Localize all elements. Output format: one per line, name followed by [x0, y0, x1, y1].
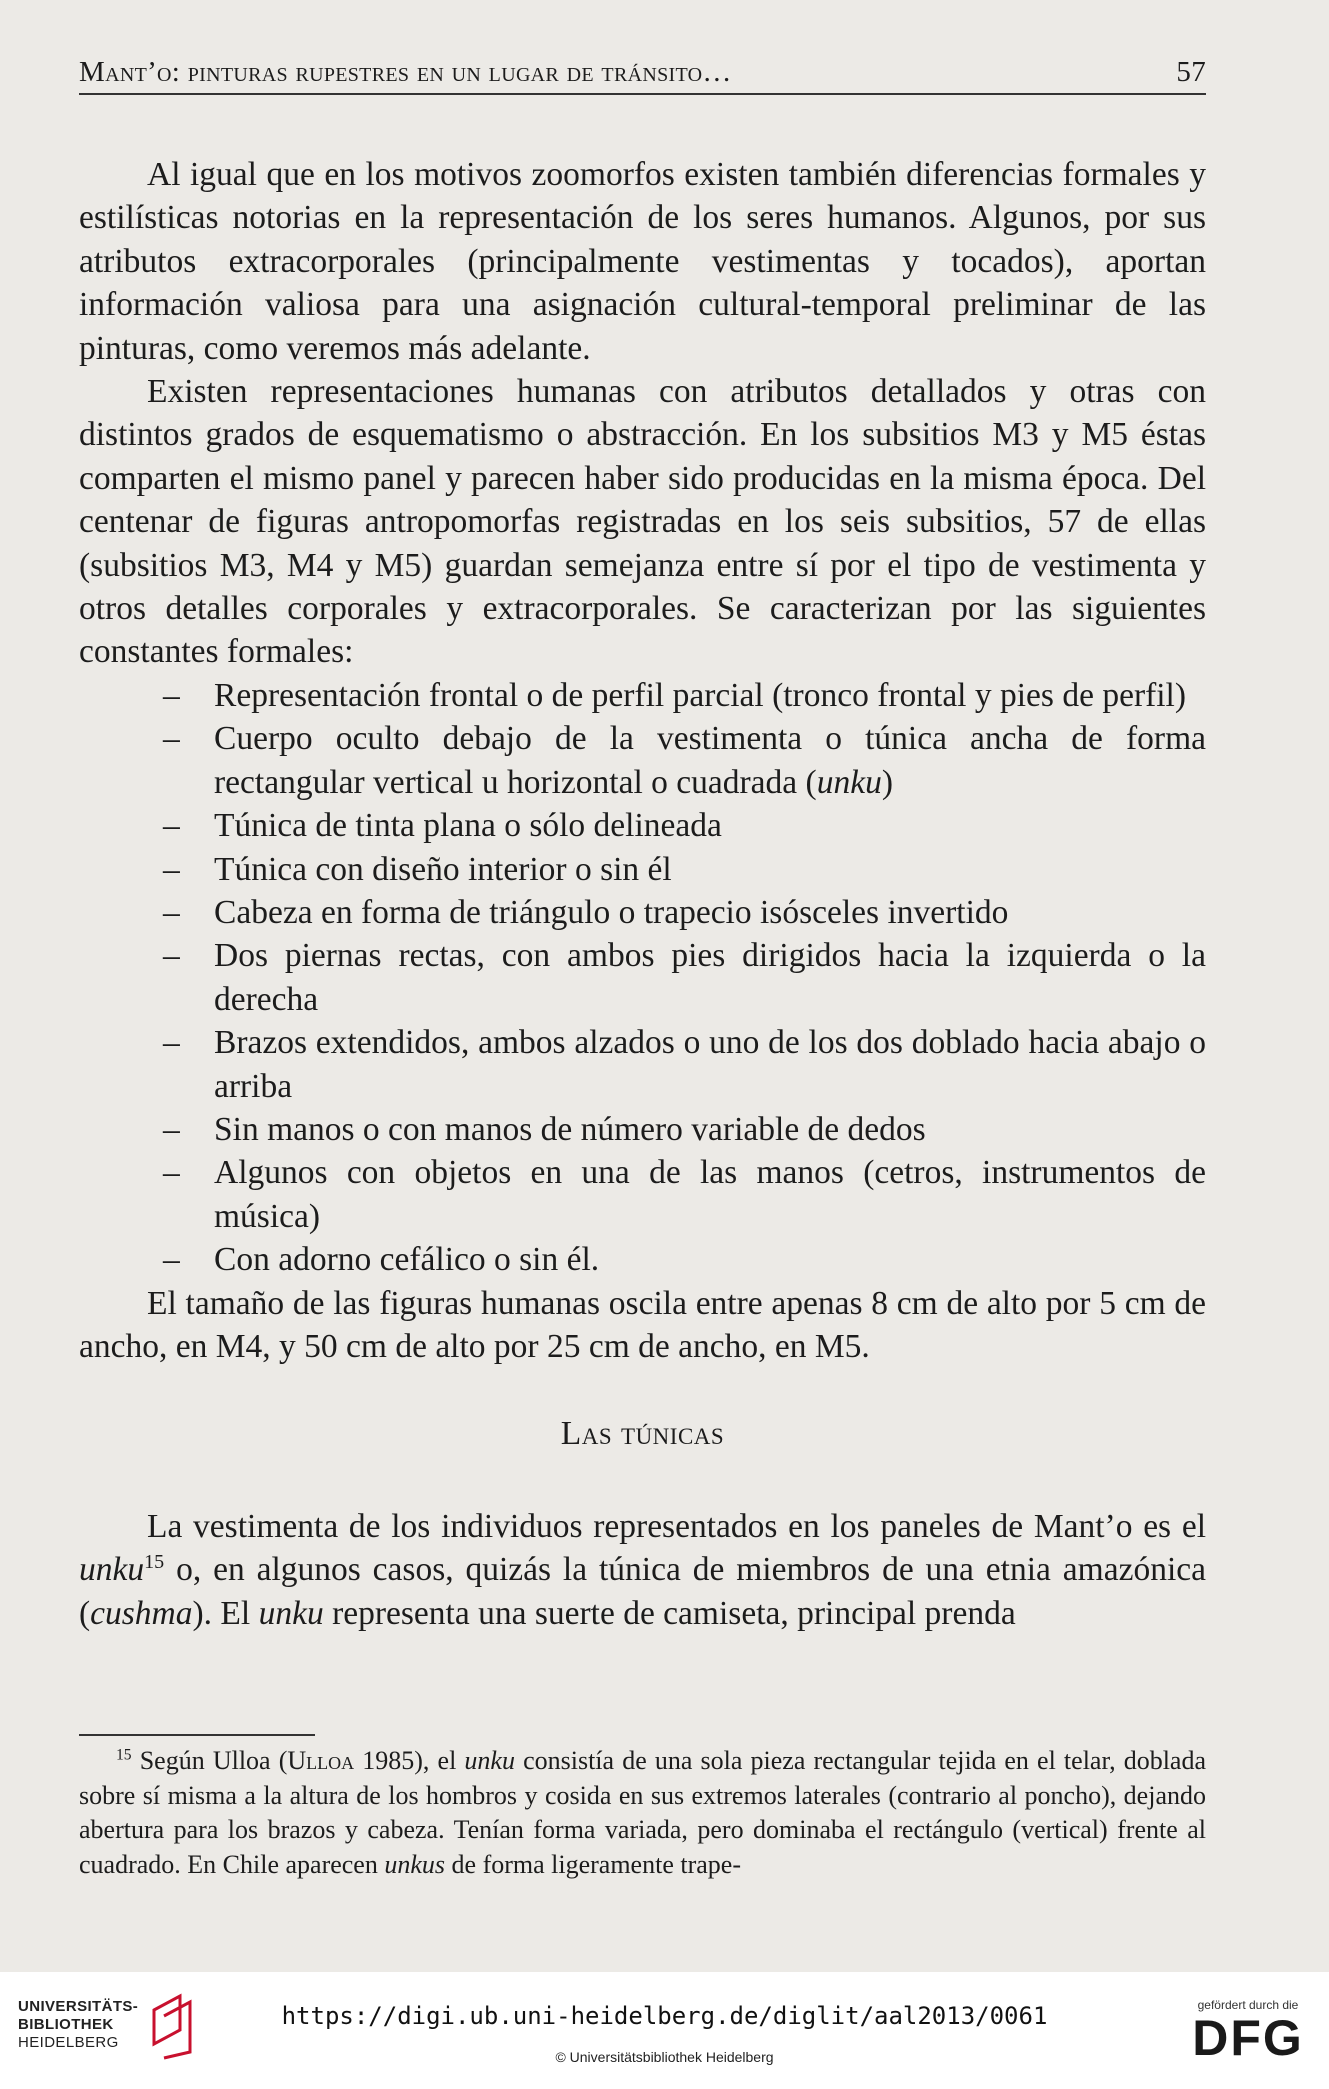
list-item: – Túnica de tinta plana o sólo delineada	[163, 807, 722, 845]
footnote-reference[interactable]: 15	[144, 1551, 165, 1574]
section-heading: Las túnicas	[560, 1415, 725, 1453]
running-header	[79, 56, 1206, 95]
list-item: – Cabeza en forma de triángulo o trapecio isósceles invertido	[163, 893, 1009, 931]
body-text	[79, 153, 1206, 1635]
list-item: – Con adorno cefálico o sin él.	[163, 1241, 600, 1279]
paragraph-4: La vestimenta de los individuos representados en los paneles de Mant’o es el unku$^{15}$ o, en algunos casos, quizás la túnica de miembros de una etnia amazónica (cushma). El unku representa una suerte de camiseta, principal prenda	[79, 1507, 1206, 1632]
list-item: – Algunos con objetos en una de las manos (cetros, instrumentos de música)	[163, 1154, 1206, 1235]
running-title: Mant’o: pinturas rupestres en un lugar de tránsito…	[79, 56, 732, 88]
digitization-footer	[0, 1972, 1329, 2089]
list-item: – Brazos extendidos, ambos alzados o uno de los dos doblado hacia abajo o arriba	[163, 1024, 1206, 1105]
footnote: $^{15}$ Según Ulloa (Ulloa 1985), el unku consistía de una sola pieza rectangular tejida en el telar, doblada sobre sí misma a la altura de los hombros y cosida en sus extremos laterales (contrario al poncho), dejando abertura para los brazos y cabeza. Tenían forma variada, pero dominaba el rectángulo (vertical) frente al cuadrado. En Chile aparecen unkus de forma ligeramente trape-	[79, 1746, 1206, 1879]
list-item: – Dos piernas rectas, con ambos pies dirigidos hacia la izquierda o la derecha	[163, 937, 1206, 1018]
paragraph-2: Existen representaciones humanas con atributos detallados y otras con distintos grados de esquematismo o abstracción. En los subsitios M3 y M5 éstas comparten el mismo panel y parecen haber sido producidas en la misma época. Del centenar de figuras antropomorfas registradas en los seis subsitios, 57 de ellas (subsitios M3, M4 y M5) guardan semejanza entre sí por el tipo de vestimenta y otros detalles corporales y extracorporales. Se caracterizan por las siguientes constantes formales:	[79, 373, 1206, 671]
paragraph-1: Al igual que en los motivos zoomorfos existen también diferencias formales y estilísticas notorias en la representación de los seres humanos. Algunos, por sus atributos extracorporales (principalmente vestimentas y tocados), aportan información valiosa para una asignación cultural-temporal preliminar de las pinturas, como veremos más adelante.	[79, 156, 1206, 367]
paragraph-3: El tamaño de las figuras humanas oscila entre apenas 8 cm de alto por 5 cm de ancho, en M4, y 50 cm de alto por 25 cm de ancho, en M5.	[79, 1284, 1206, 1365]
copyright-notice: © Universitätsbibliothek Heidelberg	[555, 2049, 774, 2065]
formal-constants-list	[79, 674, 1206, 1282]
footnote-number: 15	[116, 1746, 132, 1764]
list-item: – Túnica con diseño interior o sin él	[163, 850, 672, 888]
list-item: – Sin manos o con manos de número variable de dedos	[163, 1110, 926, 1148]
list-item: – Cuerpo oculto debajo de la vestimenta o túnica ancha de forma rectangular vertical u horizontal o cuadrada (unku)	[163, 720, 1206, 801]
footnote-divider	[79, 1734, 315, 1736]
list-item: – Representación frontal o de perfil parcial (tronco frontal y pies de perfil)	[163, 676, 1187, 714]
page-number: 57	[1176, 56, 1206, 88]
source-url-link[interactable]: https://digi.ub.uni-heidelberg.de/diglit/aal2013/0061	[281, 2002, 1048, 2030]
library-logo[interactable]: UNIVERSITÄTS- BIBLIOTHEK HEIDELBERG	[18, 1990, 194, 2060]
dfg-logo[interactable]: gefördert durch die DFG	[1192, 1998, 1304, 2066]
